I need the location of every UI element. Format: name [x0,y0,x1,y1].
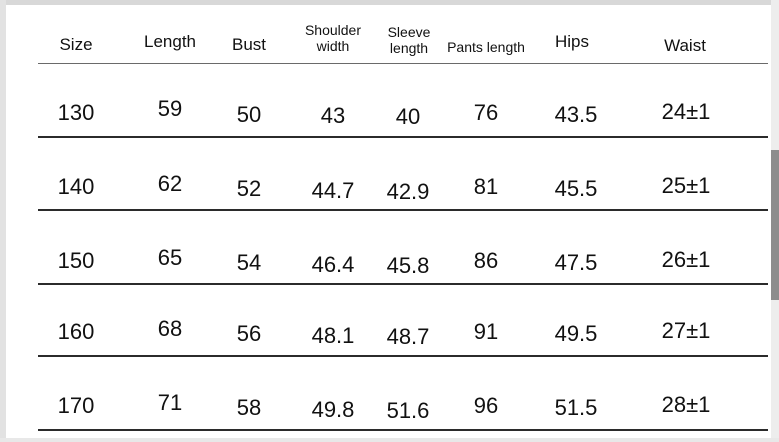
column-header-sleeve-length-line1: Sleeve [387,24,431,40]
column-header-hips: Hips [554,32,589,51]
table-cell: 45.5 [554,176,598,201]
table-cell: 24±1 [661,99,711,124]
table-cell: 48.1 [311,323,355,348]
column-header-bust: Bust [231,35,267,54]
table-cell: 150 [57,248,95,273]
table-cell: 96 [473,393,499,418]
column-header-shoulder-width-line1: Shoulder [304,22,362,38]
table-cell: 43.5 [554,102,598,127]
table-cell: 86 [473,248,499,273]
table-cell: 43 [320,103,346,128]
table-cell: 28±1 [661,392,711,417]
table-cell: 51.5 [554,395,598,420]
table-cell: 71 [157,390,183,415]
table-cell: 47.5 [554,250,598,275]
table-cell: 26±1 [661,247,711,272]
table-cell: 68 [157,316,183,341]
table-rule-row5 [38,429,768,431]
table-rule-row4 [38,355,768,357]
table-rule-row3 [38,283,768,285]
table-cell: 45.8 [386,253,430,278]
column-header-length: Length [144,32,196,51]
table-rule-header [38,63,768,64]
table-cell: 27±1 [661,318,711,343]
table-cell: 56 [236,321,262,346]
table-cell: 49.8 [311,397,355,422]
table-cell: 46.4 [311,252,355,277]
table-cell: 76 [473,100,499,125]
table-cell: 54 [236,250,262,275]
column-header-shoulder-width-line2: width [316,38,350,55]
column-header-waist: Waist [664,36,706,55]
column-header-sleeve-length-line2: length [389,40,429,57]
table-cell: 50 [236,102,262,127]
table-cell: 58 [236,395,262,420]
table-cell: 130 [57,100,95,125]
column-header-size: Size [59,35,93,54]
table-rule-row1 [38,136,768,138]
table-cell: 25±1 [661,173,711,198]
table-cell: 42.9 [386,179,430,204]
table-cell: 81 [473,174,499,199]
table-cell: 160 [57,319,95,344]
table-cell: 62 [157,171,183,196]
table-cell: 140 [57,174,95,199]
column-header-sleeve-length [370,24,448,56]
table-cell: 44.7 [311,178,355,203]
table-cell: 170 [57,393,95,418]
table-cell: 59 [157,96,183,121]
column-header-shoulder-width [290,22,376,54]
table-cell: 52 [236,176,262,201]
table-cell: 48.7 [386,324,430,349]
table-cell: 91 [473,319,499,344]
table-cell: 40 [395,104,421,129]
column-header-pants-length: Pants length [447,39,525,55]
table-cell: 51.6 [386,398,430,423]
table-rule-row2 [38,209,768,211]
table-cell: 65 [157,245,183,270]
table-cell: 49.5 [554,321,598,346]
